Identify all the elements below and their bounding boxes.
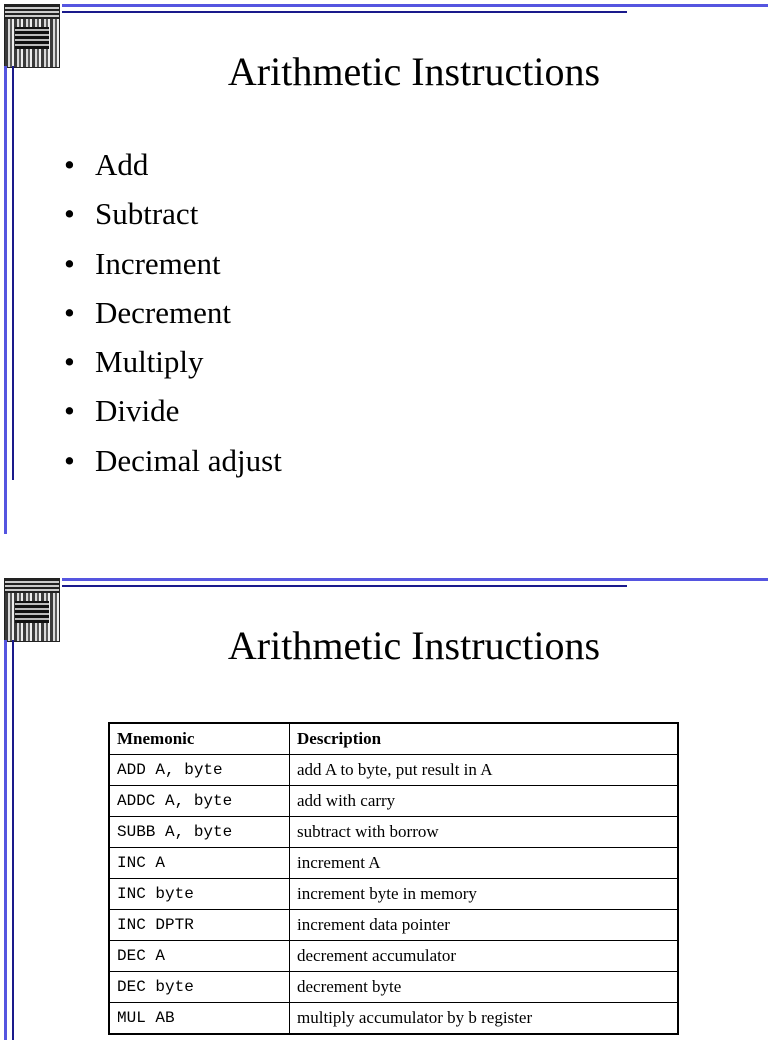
column-header-description: Description [290, 723, 679, 755]
logo-icon [4, 4, 60, 68]
frame-left-inner-line [12, 66, 14, 480]
mnemonic-cell: ADD A, byte [109, 755, 290, 786]
frame-left-line [4, 66, 7, 534]
mnemonic-cell: MUL AB [109, 1003, 290, 1035]
mnemonic-cell: DEC A [109, 941, 290, 972]
list-item: • Multiply [64, 337, 282, 386]
list-item: • Increment [64, 239, 282, 288]
table-row [109, 910, 678, 941]
bullet-icon: • [64, 393, 75, 429]
description-cell: decrement accumulator [290, 941, 679, 972]
bullet-icon: • [64, 294, 75, 330]
list-item: • Add [64, 140, 282, 189]
table-row [109, 972, 678, 1003]
description-cell: multiply accumulator by b register [290, 1003, 679, 1035]
mnemonic-cell: ADDC A, byte [109, 786, 290, 817]
table-row [109, 755, 678, 786]
description-cell: decrement byte [290, 972, 679, 1003]
list-item: • Subtract [64, 189, 282, 238]
list-item: • Decimal adjust [64, 436, 282, 485]
logo-icon [4, 578, 60, 642]
instruction-table [108, 722, 679, 1035]
frame-left-line [4, 640, 7, 1040]
bullet-icon: • [64, 196, 75, 232]
table-row [109, 1003, 678, 1035]
list-item: • Decrement [64, 288, 282, 337]
table-header-row [109, 723, 678, 755]
mnemonic-cell: SUBB A, byte [109, 817, 290, 848]
frame-top-inner-line [62, 11, 627, 13]
mnemonic-cell: INC A [109, 848, 290, 879]
column-header-mnemonic: Mnemonic [109, 723, 290, 755]
table-row [109, 941, 678, 972]
description-cell: increment A [290, 848, 679, 879]
bullet-list [64, 140, 282, 485]
bullet-icon: • [64, 344, 75, 380]
table-row [109, 786, 678, 817]
table-row [109, 848, 678, 879]
mnemonic-cell: INC DPTR [109, 910, 290, 941]
bullet-icon: • [64, 245, 75, 281]
mnemonic-cell: INC byte [109, 879, 290, 910]
table-row [109, 817, 678, 848]
frame-top-line [62, 4, 768, 7]
page-title: Arithmetic Instructions [227, 623, 601, 668]
description-cell: add with carry [290, 786, 679, 817]
table-row [109, 879, 678, 910]
description-cell: increment byte in memory [290, 879, 679, 910]
bullet-icon: • [64, 442, 75, 478]
frame-top-line [62, 578, 768, 581]
frame-left-inner-line [12, 640, 14, 1040]
description-cell: add A to byte, put result in A [290, 755, 679, 786]
description-cell: increment data pointer [290, 910, 679, 941]
slide-2 [0, 574, 768, 1027]
mnemonic-cell: DEC byte [109, 972, 290, 1003]
page-title: Arithmetic Instructions [227, 49, 601, 94]
list-item: • Divide [64, 386, 282, 435]
frame-top-inner-line [62, 585, 627, 587]
bullet-icon: • [64, 147, 75, 182]
description-cell: subtract with borrow [290, 817, 679, 848]
